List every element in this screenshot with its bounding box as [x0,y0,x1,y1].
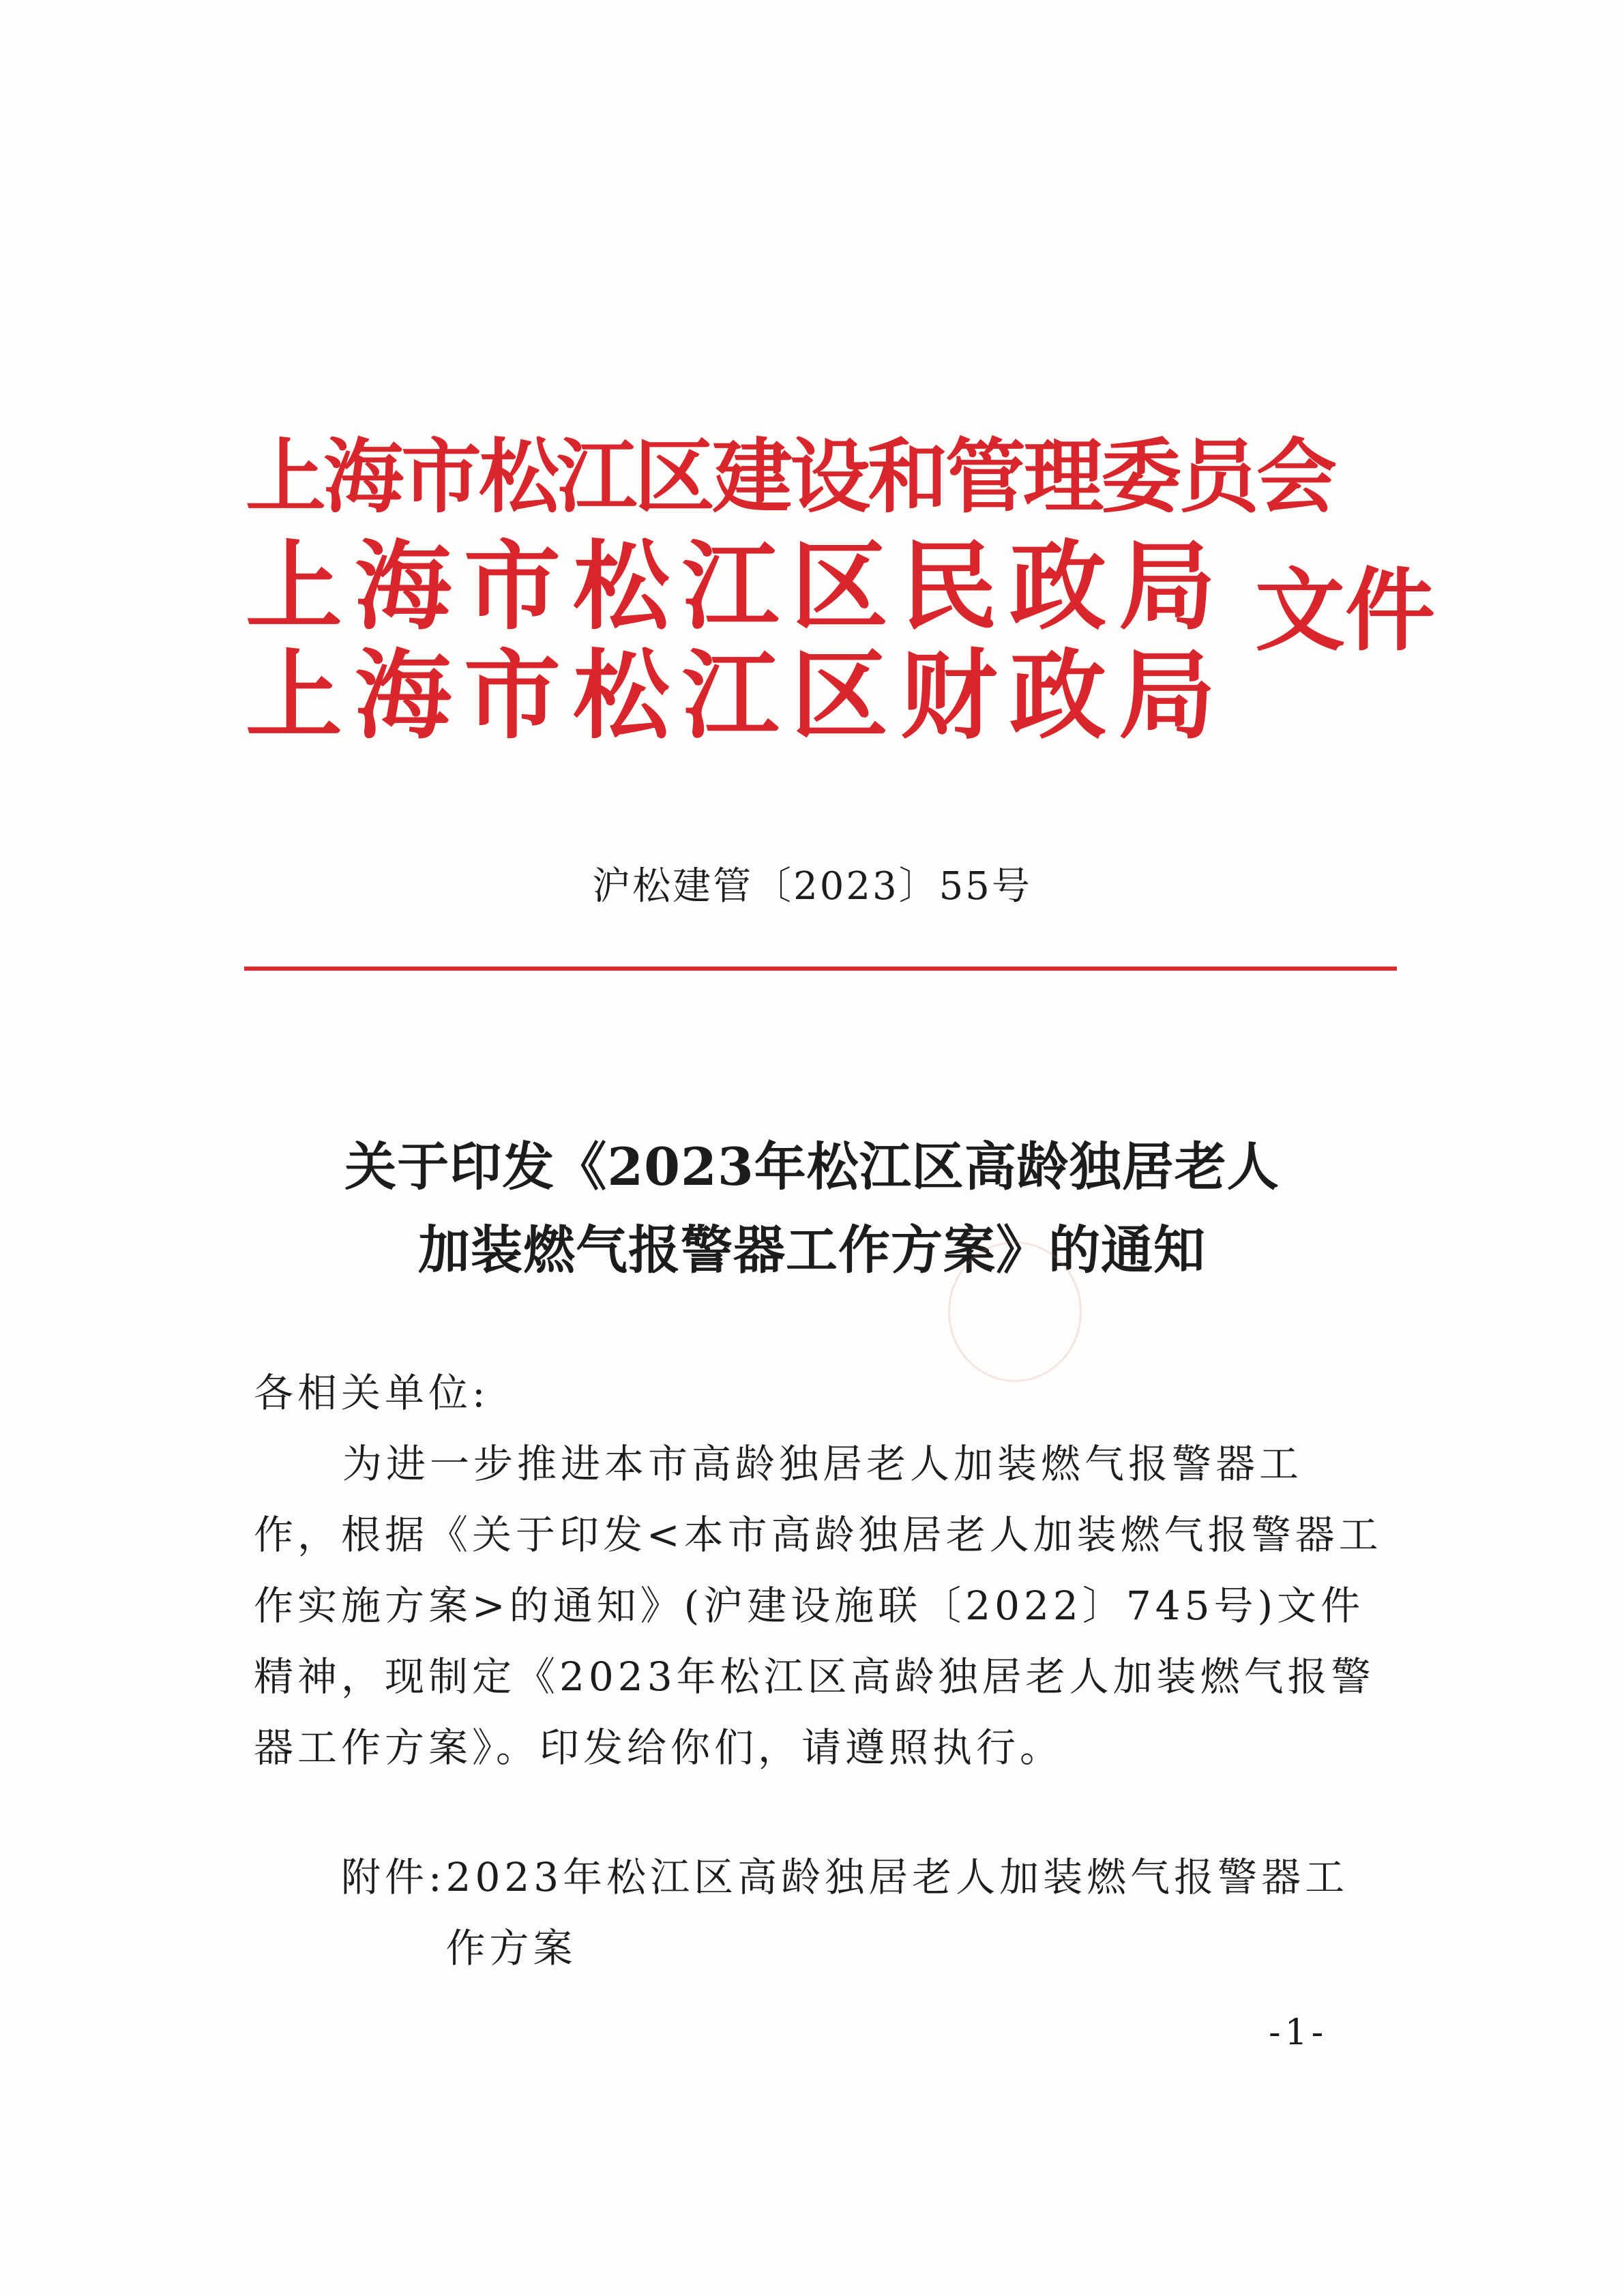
issuer-construction-committee: 上海市松江区建设和管理委员会 [246,430,1335,524]
attachment-label: 附件: [341,1854,446,1900]
issuer-civil-affairs-bureau: 上海市松江区民政局 [246,531,1228,643]
document-suffix: 文件 [1255,559,1435,664]
issuer-finance-bureau: 上海市松江区财政局 [246,640,1228,752]
issuer-masthead [246,430,1435,764]
notice-title [0,1125,1624,1292]
title-line-1: 关于印发《2023年松江区高龄独居老人 [344,1136,1280,1197]
red-divider [244,967,1397,971]
document-number: 沪松建管〔2023〕55号 [592,864,1032,909]
page-number: -1- [1269,2012,1328,2053]
notice-body [254,1357,1386,1783]
title-line-2: 加装燃气报警器工作方案》的通知 [418,1220,1206,1280]
body-paragraph: 为进一步推进本市高龄独居老人加装燃气报警器工作，根据《关于印发<本市高龄独居老人加装燃气报警器工作实施方案>的通知》(沪建设施联〔2022〕745号)文件精神，现制定《2023年松江区高龄独居老人加装燃气报警器工作方案》。印发给你们，请遵照执行。 [254,1441,1383,1771]
attachment-title: 2023年松江区高龄独居老人加装燃气报警器工作方案 [445,1854,1349,1971]
addressee: 各相关单位: [254,1370,490,1416]
attachment-line [341,1842,1391,1984]
